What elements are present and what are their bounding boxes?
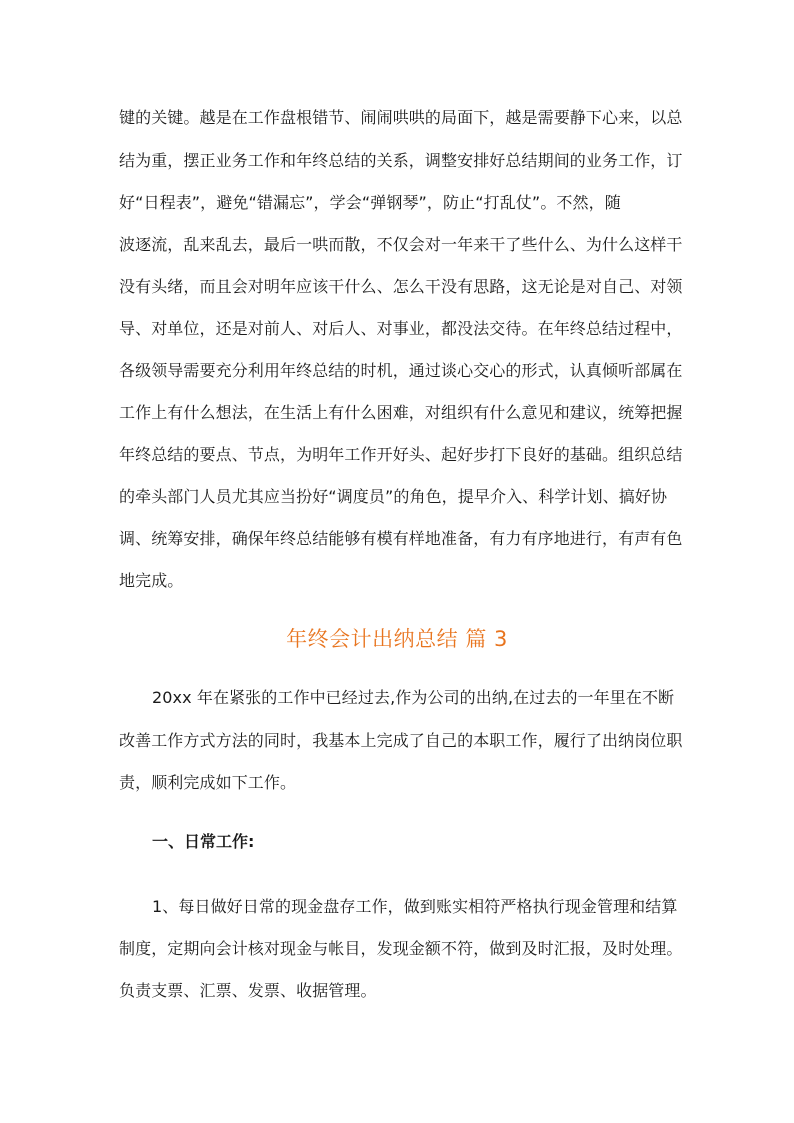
paragraph1-line-12: 地完成。 (119, 571, 184, 590)
paragraph1-line-4: 波逐流，乱来乱去，最后一哄而散，不仅会对一年来干了些什么、为什么这样干 (119, 235, 683, 254)
paragraph1-line-10: 的牵头部门人员尤其应当扮好“调度员”的角色，提早介入、科学计划、搞好协 (119, 487, 668, 506)
paragraph1-line-6: 导、对单位，还是对前人、对后人、对事业，都没法交待。在年终总结过程中， (119, 319, 683, 338)
paragraph3-line-1: 1、每日做好日常的现金盘存工作，做到账实相符严格执行现金管理和结算 (152, 897, 678, 916)
paragraph3-line-2: 制度，定期向会计核对现金与帐目，发现金额不符，做到及时汇报，及时处理。 (119, 939, 683, 958)
paragraph1-line-1: 键的关键。越是在工作盘根错节、闹闹哄哄的局面下，越是需要静下心来，以总 (119, 108, 683, 127)
subsection-title: 一、日常工作: (152, 832, 255, 851)
paragraph2-line-1: 20xx 年在紧张的工作中已经过去,作为公司的出纳,在过去的一年里在不断 (152, 688, 675, 707)
paragraph1-line-2: 结为重，摆正业务工作和年终总结的关系，调整安排好总结期间的业务工作，订 (119, 151, 683, 170)
paragraph1-line-5: 没有头绪，而且会对明年应该干什么、怎么干没有思路，这无论是对自己、对领 (119, 277, 683, 296)
paragraph2-line-2: 改善工作方式方法的同时，我基本上完成了自己的本职工作，履行了出纳岗位职 (119, 731, 683, 750)
paragraph1-line-9: 年终总结的要点、节点，为明年工作开好头、起好步打下良好的基础。组织总结 (119, 445, 683, 464)
paragraph3-line-3: 负责支票、汇票、发票、收据管理。 (119, 981, 377, 1000)
paragraph2-line-3: 责，顺利完成如下工作。 (119, 773, 297, 792)
paragraph1-line-11: 调、统筹安排，确保年终总结能够有模有样地准备，有力有序地进行，有声有色 (119, 529, 683, 548)
paragraph1-line-7: 各级领导需要充分利用年终总结的时机，通过谈心交心的形式，认真倾听部属在 (119, 361, 683, 380)
section-heading: 年终会计出纳总结 篇 3 (286, 627, 508, 651)
paragraph1-line-3: 好“日程表”，避免“错漏忘”，学会“弹钢琴”，防止“打乱仗”。不然，随 (119, 193, 621, 212)
paragraph1-line-8: 工作上有什么想法，在生活上有什么困难，对组织有什么意见和建议，统筹把握 (119, 403, 683, 422)
